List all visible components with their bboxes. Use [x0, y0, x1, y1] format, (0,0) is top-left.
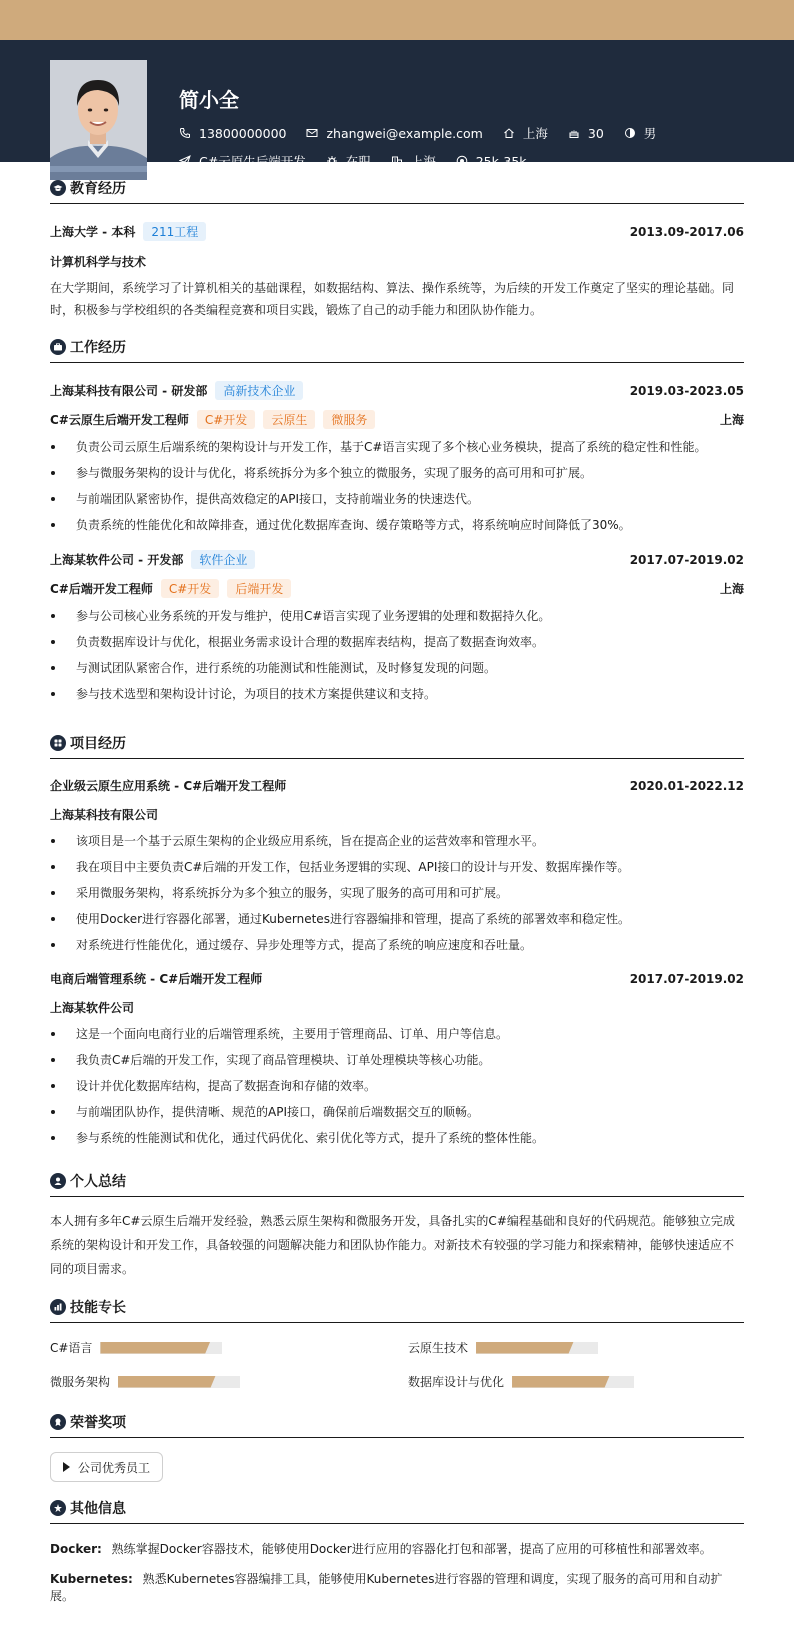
list-item: 与前端团队协作，提供清晰、规范的API接口，确保前后端数据交互的顺畅。	[50, 1103, 744, 1129]
salary-value: 25k-35k	[475, 153, 527, 169]
email-address: zhangwei@example.com	[326, 125, 483, 141]
job-period: 2017.07-2019.02	[629, 552, 744, 567]
role-line	[50, 410, 375, 429]
chart-icon	[50, 1299, 66, 1315]
company-line	[50, 550, 255, 569]
email-info	[306, 126, 482, 141]
other-label: Docker:	[50, 1542, 102, 1556]
summary-section	[50, 1155, 744, 1281]
other-item	[50, 1570, 744, 1603]
grid-icon	[50, 735, 66, 751]
gender-value: 男	[643, 126, 657, 141]
list-item: 负责系统的性能优化和故障排查，通过优化数据库查询、缓存策略等方式，将系统响应时间降低了30%。	[50, 516, 744, 542]
job-entry	[50, 550, 744, 711]
other-section	[50, 1482, 744, 1603]
honors-title: 荣誉奖项	[70, 1414, 126, 1431]
list-item: 我负责C#后端的开发工作，实现了商品管理模块、订单处理模块等核心功能。	[50, 1051, 744, 1077]
project-bullets	[50, 1025, 744, 1155]
summary-title: 个人总结	[70, 1173, 126, 1190]
skills-section	[50, 1281, 744, 1390]
company-tag: 软件企业	[191, 550, 255, 569]
skills-title: 技能专长	[70, 1299, 126, 1316]
other-item	[50, 1540, 744, 1560]
other-text: 熟悉Kubernetes容器编排工具，能够使用Kubernetes进行容器的管理和调度，实现了服务的高可用和自动扩展。	[50, 1572, 723, 1603]
project-header-row	[50, 970, 744, 987]
award-name: 公司优秀员工	[78, 1460, 151, 1475]
skill-bar-fill	[100, 1342, 210, 1354]
summary-text: 本人拥有多年C#云原生后端开发经验，熟悉云原生架构和微服务开发，具备扎实的C#编程基础和良好的代码规范。能够独立完成系统的架构设计和开发工作，具备较强的问题解决能力和团队协作能力。对新技术有较强的学习能力和探索精神，能够快速适应不同的项目需求。	[50, 1214, 735, 1276]
job-location: 上海	[719, 582, 744, 596]
job-bullets	[50, 607, 744, 711]
role-row	[50, 579, 744, 598]
skill-item	[408, 1373, 744, 1390]
skill-bar-fill	[512, 1376, 610, 1388]
project-company: 上海某软件公司	[50, 1001, 135, 1015]
age-value: 30	[587, 125, 604, 141]
skill-name: C#语言	[50, 1341, 93, 1355]
education-title: 教育经历	[70, 180, 126, 197]
resume-content	[50, 162, 744, 1603]
other-label: Kubernetes:	[50, 1572, 133, 1586]
project-name: 企业级云原生应用系统 - C#后端开发工程师	[50, 779, 287, 793]
project-name: 电商后端管理系统 - C#后端开发工程师	[50, 972, 263, 986]
skill-bar	[100, 1342, 222, 1354]
major: 计算机科学与技术	[50, 255, 147, 269]
project-entry	[50, 970, 744, 1155]
job-header-row	[50, 550, 744, 569]
project-bullets	[50, 832, 744, 962]
skill-name: 微服务架构	[50, 1375, 111, 1389]
education-heading	[50, 162, 744, 204]
job-entry	[50, 381, 744, 542]
gender-info	[624, 124, 657, 142]
city-info	[503, 124, 548, 142]
skill-item	[408, 1339, 744, 1356]
age-info	[568, 126, 604, 141]
skill-bar	[118, 1376, 240, 1388]
list-item: 该项目是一个基于云原生架构的企业级应用系统，旨在提高企业的运营效率和管理水平。	[50, 832, 744, 858]
city-value: 上海	[522, 126, 548, 141]
role-tag: C#开发	[161, 579, 219, 598]
skill-bar-fill	[118, 1376, 216, 1388]
position-value: C#云原生后端开发	[199, 154, 306, 169]
education-period: 2013.09-2017.06	[629, 224, 744, 239]
list-item: 采用微服务架构，将系统拆分为多个独立的服务，实现了服务的高可用和可扩展。	[50, 884, 744, 910]
education-section	[50, 162, 744, 321]
summary-heading	[50, 1155, 744, 1197]
role-tag: 后端开发	[227, 579, 291, 598]
target-city-value: 上海	[410, 154, 436, 169]
school-tag: 211工程	[143, 222, 206, 241]
status-value: 在职	[345, 154, 371, 169]
projects-section	[50, 717, 744, 1155]
honors-heading	[50, 1396, 744, 1438]
gender-icon	[624, 127, 636, 139]
school-name: 上海大学 - 本科	[50, 225, 136, 239]
projects-title: 项目经历	[70, 735, 126, 752]
skill-item	[50, 1339, 386, 1356]
project-period: 2017.07-2019.02	[629, 971, 744, 986]
phone-info	[179, 126, 286, 141]
skill-name: 云原生技术	[408, 1341, 469, 1355]
phone-icon	[179, 127, 191, 139]
education-header-row	[50, 222, 744, 241]
graduation-cap-icon	[50, 180, 66, 196]
user-icon	[50, 1173, 66, 1189]
work-title: 工作经历	[70, 339, 126, 356]
top-accent-bar	[0, 0, 794, 40]
projects-heading	[50, 717, 744, 759]
list-item: 参与微服务架构的设计与优化，将系统拆分为多个独立的微服务，实现了服务的高可用和可扩展。	[50, 464, 744, 490]
list-item: 我在项目中主要负责C#后端的开发工作，包括业务逻辑的实现、API接口的设计与开发、数据库操作等。	[50, 858, 744, 884]
education-description: 在大学期间，系统学习了计算机相关的基础课程，如数据结构、算法、操作系统等，为后续的开发工作奠定了坚实的理论基础。同时，积极参与学校组织的各类编程竞赛和项目实践，锻炼了自己的动手能力和团队协作能力。	[50, 281, 735, 317]
list-item: 参与公司核心业务系统的开发与维护，使用C#语言实现了业务逻辑的处理和数据持久化。	[50, 607, 744, 633]
role-name: C#云原生后端开发工程师	[50, 413, 189, 427]
project-header-row	[50, 777, 744, 794]
list-item: 与测试团队紧密合作，进行系统的功能测试和性能测试，及时修复发现的问题。	[50, 659, 744, 685]
company-line	[50, 381, 303, 400]
list-item: 这是一个面向电商行业的后端管理系统，主要用于管理商品、订单、用户等信息。	[50, 1025, 744, 1051]
other-title: 其他信息	[70, 1500, 126, 1517]
role-tag: 云原生	[263, 410, 315, 429]
job-header-row	[50, 381, 744, 400]
info-icon	[50, 1500, 66, 1516]
mail-icon	[306, 127, 318, 139]
briefcase-icon	[50, 339, 66, 355]
job-bullets	[50, 438, 744, 542]
list-item: 参与技术选型和架构设计讨论，为项目的技术方案提供建议和支持。	[50, 685, 744, 711]
home-icon	[503, 127, 515, 139]
list-item: 使用Docker进行容器化部署，通过Kubernetes进行容器编排和管理，提高了系统的部署效率和稳定性。	[50, 910, 744, 936]
role-tag: C#开发	[197, 410, 255, 429]
school-line	[50, 222, 206, 241]
other-heading	[50, 1482, 744, 1524]
job-location: 上海	[719, 413, 744, 427]
role-tag: 微服务	[323, 410, 375, 429]
list-item: 负责数据库设计与优化，根据业务需求设计合理的数据库表结构，提高了数据查询效率。	[50, 633, 744, 659]
award-chip	[50, 1452, 163, 1482]
role-name: C#后端开发工程师	[50, 582, 153, 596]
work-section	[50, 321, 744, 711]
cake-icon	[568, 127, 580, 139]
skill-bar	[512, 1376, 634, 1388]
candidate-name: 简小全	[179, 88, 239, 112]
other-text: 熟练掌握Docker容器技术，能够使用Docker进行应用的容器化打包和部署，提高了应用的可移植性和部署效率。	[111, 1542, 712, 1556]
skill-bar-fill	[476, 1342, 574, 1354]
skills-heading	[50, 1281, 744, 1323]
list-item: 对系统进行性能优化，通过缓存、异步处理等方式，提高了系统的响应速度和吞吐量。	[50, 936, 744, 962]
honors-section	[50, 1396, 744, 1482]
company-name: 上海某软件公司 - 开发部	[50, 553, 184, 567]
resume-header	[0, 40, 794, 169]
play-triangle-icon	[63, 1462, 70, 1472]
project-company: 上海某科技有限公司	[50, 808, 159, 822]
contact-row	[179, 124, 676, 142]
skill-bar	[476, 1342, 598, 1354]
phone-number: 13800000000	[199, 125, 287, 141]
list-item: 负责公司云原生后端系统的架构设计与开发工作，基于C#语言实现了多个核心业务模块，提高了系统的稳定性和性能。	[50, 438, 744, 464]
job-period: 2019.03-2023.05	[629, 383, 744, 398]
skill-item	[50, 1373, 386, 1390]
skills-grid	[50, 1339, 744, 1390]
work-heading	[50, 321, 744, 363]
company-name: 上海某科技有限公司 - 研发部	[50, 384, 208, 398]
list-item: 与前端团队紧密协作，提供高效稳定的API接口，支持前端业务的快速迭代。	[50, 490, 744, 516]
skill-name: 数据库设计与优化	[408, 1375, 505, 1389]
project-entry	[50, 777, 744, 962]
project-period: 2020.01-2022.12	[629, 778, 744, 793]
company-tag: 高新技术企业	[215, 381, 303, 400]
list-item: 设计并优化数据库结构，提高了数据查询和存储的效率。	[50, 1077, 744, 1103]
award-icon	[50, 1414, 66, 1430]
list-item: 参与系统的性能测试和优化，通过代码优化、索引优化等方式，提升了系统的整体性能。	[50, 1129, 744, 1155]
role-row	[50, 410, 744, 429]
role-line	[50, 579, 291, 598]
